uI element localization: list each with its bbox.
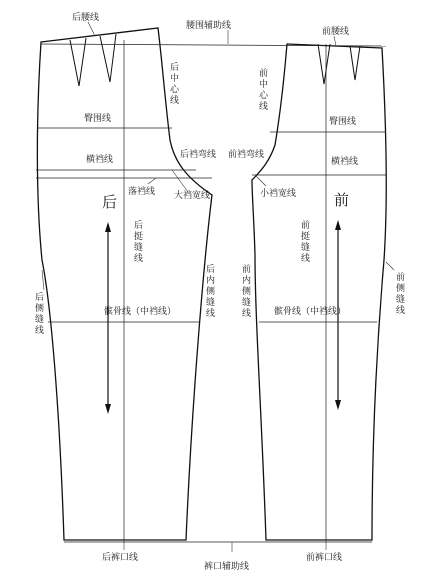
- label-front-hip: 臀围线: [329, 117, 357, 127]
- leader-back-waist: [88, 22, 95, 36]
- label-back-waist: 后腰线: [72, 13, 100, 23]
- leader-small-crotch: [256, 176, 266, 186]
- label-front-waist: 前腰线: [322, 27, 350, 37]
- label-front-crotch-line: 横裆线: [331, 157, 359, 167]
- label-hem-aux: 裤口辅助线: [204, 562, 250, 572]
- label-front-side: 前侧缝线: [396, 273, 406, 316]
- back-grain-arrowhead-bottom: [105, 404, 111, 414]
- label-back-hem: 后裤口线: [102, 553, 139, 563]
- label-back-hip: 臀围线: [84, 114, 112, 124]
- front-grain-arrowhead-bottom: [335, 400, 341, 410]
- label-back-crease: 后挺缝线: [134, 221, 144, 264]
- label-back-side: 后侧缝线: [35, 293, 45, 336]
- waist-aux-line: [41, 44, 386, 46]
- label-back-mark: 后: [102, 193, 118, 211]
- label-front-mark: 前: [334, 191, 350, 209]
- label-hip-aux: 腰围辅助线: [186, 21, 232, 31]
- front-dart-right: [350, 46, 360, 80]
- front-grain-arrowhead-top: [335, 220, 341, 230]
- leader-front-waist: [334, 36, 336, 46]
- label-small-crotch-width: 小裆宽线: [260, 189, 297, 199]
- label-back-knee: 髌骨线（中裆线）: [104, 307, 177, 317]
- label-front-knee: 髌骨线（中裆线）: [274, 307, 347, 317]
- leader-front-side: [386, 262, 394, 270]
- back-dart-right: [100, 34, 116, 82]
- label-large-crotch-width: 大裆宽线: [174, 191, 211, 201]
- label-back-center: 后中心线: [170, 63, 180, 106]
- label-front-crease: 前挺缝线: [301, 221, 311, 264]
- label-drop-crotch: 落裆线: [128, 187, 156, 197]
- front-dart-left: [318, 44, 330, 84]
- label-front-inseam: 前内侧缝线: [242, 265, 252, 319]
- front-piece-outline: [252, 44, 386, 540]
- label-front-hem: 前裤口线: [306, 553, 343, 563]
- back-dart-left: [70, 38, 86, 86]
- label-back-inseam: 后内侧缝线: [206, 265, 216, 319]
- leader-drop-crotch: [148, 178, 156, 184]
- label-front-center: 前中心线: [259, 69, 269, 112]
- label-back-crotch-curve: 后裆弯线: [180, 150, 217, 160]
- back-grain-arrowhead-top: [105, 222, 111, 232]
- label-front-crotch-curve: 前裆弯线: [228, 150, 265, 160]
- back-piece-outline: [37, 28, 212, 540]
- label-back-crotch-line: 横裆线: [86, 155, 114, 165]
